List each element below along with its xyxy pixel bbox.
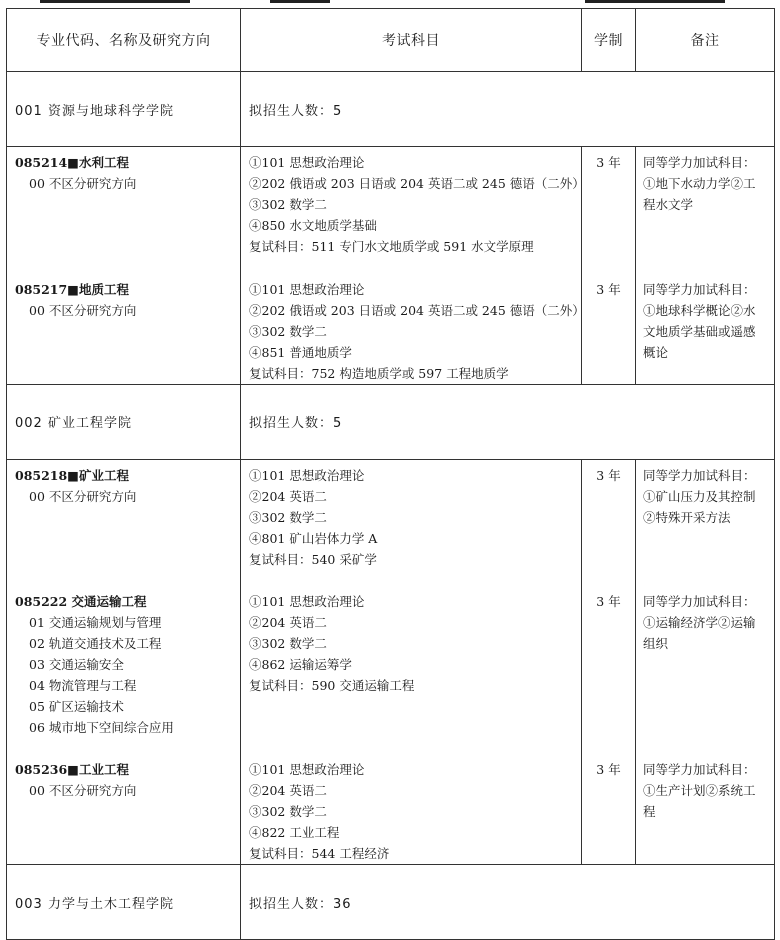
header-major: 专业代码、名称及研究方向: [7, 9, 241, 72]
research-direction: 03 交通运输安全: [29, 657, 124, 672]
research-direction: 06 城市地下空间综合应用: [29, 720, 174, 735]
research-direction: 00 不区分研究方向: [29, 783, 137, 798]
cropped-top-text: [0, 0, 780, 5]
major-code: 085217■地质工程: [15, 281, 129, 297]
note-cell: [636, 586, 775, 754]
major-row: [7, 274, 775, 385]
exam-subject: 复试科目：590 交通运输工程: [249, 678, 415, 693]
major-code: 085214■水利工程: [15, 155, 129, 170]
note-cell: [636, 754, 775, 865]
header-note: 备注: [636, 9, 775, 72]
exam-cell: [241, 274, 585, 385]
group-row: [7, 72, 775, 147]
note-line: ①运输经济学②运输: [643, 615, 756, 630]
note-line: 概论: [643, 344, 669, 360]
major-code: 085222 交通运输工程: [15, 594, 147, 609]
note-cell: [636, 459, 775, 586]
note-line: ①地下水动力学②工: [643, 176, 756, 191]
major-row: [7, 754, 775, 865]
major-row: [7, 586, 775, 754]
note-line: 同等学力加试科目：: [643, 467, 756, 483]
note-cell: [636, 147, 775, 274]
exam-subject: ③302 数学二: [249, 197, 327, 212]
note-line: ②特殊开采方法: [643, 509, 731, 525]
exam-subject: ①101 思想政治理论: [249, 467, 365, 483]
note-line: 文地质学基础或遥感: [643, 323, 756, 339]
exam-subject: 复试科目：511 专门水文地质学或 591 水文学原理: [249, 239, 534, 254]
exam-subject: ①101 思想政治理论: [249, 762, 365, 777]
exam-subject: ③302 数学二: [249, 804, 327, 819]
exam-subject: ②204 英语二: [249, 615, 327, 630]
major-code: 085236■工业工程: [15, 762, 129, 777]
length-cell: 3 年: [582, 459, 636, 586]
exam-subject: ③302 数学二: [249, 509, 327, 525]
exam-subject: ④851 普通地质学: [249, 344, 352, 360]
research-direction: 01 交通运输规划与管理: [29, 615, 162, 630]
exam-subject: ④862 运输运筹学: [249, 657, 352, 672]
note-line: 同等学力加试科目：: [643, 155, 756, 170]
group-quota: 拟招生人数：5: [241, 72, 775, 147]
major-cell: [7, 754, 241, 865]
note-line: 程: [643, 804, 656, 819]
header-row: [7, 9, 775, 72]
exam-subject: 复试科目：752 构造地质学或 597 工程地质学: [249, 365, 509, 381]
length-cell: 3 年: [582, 586, 636, 754]
major-cell: [7, 274, 241, 385]
exam-subject: ①101 思想政治理论: [249, 155, 365, 170]
note-line: ①地球科学概论②水: [643, 302, 756, 318]
exam-cell: [241, 459, 582, 586]
exam-subject: ④850 水文地质学基础: [249, 218, 377, 233]
major-code: 085218■矿业工程: [15, 467, 129, 483]
admissions-table: [6, 8, 775, 940]
major-row: [7, 459, 775, 586]
exam-cell: [241, 754, 582, 865]
length-cell: 3 年: [582, 754, 636, 865]
note-line: 组织: [643, 636, 669, 651]
exam-subject: ①101 思想政治理论: [249, 281, 365, 297]
research-direction: 02 轨道交通技术及工程: [29, 636, 162, 651]
exam-subject: 复试科目：540 采矿学: [249, 551, 377, 567]
research-direction: 00 不区分研究方向: [29, 302, 137, 318]
note-line: ①生产计划②系统工: [643, 783, 756, 798]
exam-subject: ①101 思想政治理论: [249, 594, 365, 609]
group-quota: 拟招生人数：5: [241, 384, 775, 459]
length-cell: 3 年: [582, 274, 636, 385]
note-line: ①矿山压力及其控制: [643, 488, 756, 504]
research-direction: 00 不区分研究方向: [29, 176, 137, 191]
group-quota: 拟招生人数：36: [241, 865, 775, 940]
exam-subject: 复试科目：544 工程经济: [249, 846, 390, 861]
exam-subject: ③302 数学二: [249, 323, 327, 339]
research-direction: 00 不区分研究方向: [29, 488, 137, 504]
note-cell: [636, 274, 775, 385]
exam-subject: ②204 英语二: [249, 783, 327, 798]
note-line: 同等学力加试科目：: [643, 594, 756, 609]
note-line: 同等学力加试科目：: [643, 762, 756, 777]
group-name: 001 资源与地球科学学院: [7, 72, 241, 147]
research-direction: 04 物流管理与工程: [29, 678, 137, 693]
group-row: [7, 384, 775, 459]
major-cell: [7, 586, 241, 754]
exam-cell: [241, 147, 585, 274]
exam-subject: ③302 数学二: [249, 636, 327, 651]
major-cell: [7, 147, 241, 274]
group-name: 002 矿业工程学院: [7, 384, 241, 459]
exam-subject: ④822 工业工程: [249, 825, 340, 840]
exam-cell: [241, 586, 582, 754]
note-line: 程水文学: [643, 197, 694, 212]
major-cell: [7, 459, 241, 586]
group-name: 003 力学与土木工程学院: [7, 865, 241, 940]
research-direction: 05 矿区运输技术: [29, 699, 124, 714]
group-row: [7, 865, 775, 940]
length-cell: 3 年: [582, 147, 636, 274]
exam-subject: ②202 俄语或 203 日语或 204 英语二或 245 德语（二外）: [249, 176, 585, 191]
exam-subject: ②202 俄语或 203 日语或 204 英语二或 245 德语（二外）: [249, 302, 585, 318]
major-row: [7, 147, 775, 274]
header-length: 学制: [582, 9, 636, 72]
header-exam: 考试科目: [241, 9, 582, 72]
exam-subject: ④801 矿山岩体力学 A: [249, 530, 378, 546]
note-line: 同等学力加试科目：: [643, 281, 756, 297]
exam-subject: ②204 英语二: [249, 488, 327, 504]
